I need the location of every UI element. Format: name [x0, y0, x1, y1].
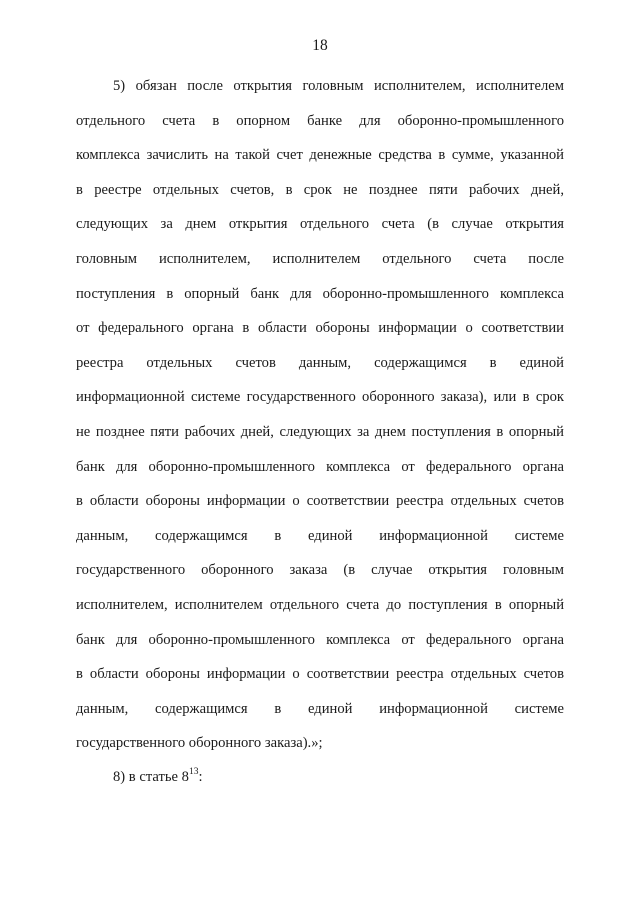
text-line: в реестре отдельных счетов, в срок не позднее пяти рабочих дней, [76, 181, 564, 198]
text-line: информационной системе государственного оборонного заказа), или в срок [76, 389, 564, 406]
item-8-text: 8) в статье 8 [113, 769, 189, 785]
text-line: комплекса зачислить на такой счет денежные средства в сумме, указанной [76, 147, 564, 164]
text-line: поступления в опорный банк для оборонно-промышленного комплекса [76, 285, 564, 302]
paragraph-item-5 [76, 69, 564, 761]
item-8-suffix: : [198, 769, 203, 785]
text-line: государственного оборонного заказа (в случае открытия головным [76, 562, 564, 579]
text-line: реестра отдельных счетов данным, содержащимся в единой [76, 354, 564, 371]
text-line: в области обороны информации о соответствии реестра отдельных счетов [76, 666, 564, 683]
page-number: 18 [312, 37, 328, 54]
text-line: исполнителем, исполнителем отдельного счета до поступления в опорный [76, 596, 564, 613]
text-line: государственного оборонного заказа).»; [76, 735, 323, 752]
text-line: отдельного счета в опорном банке для оборонно-промышленного [76, 112, 564, 129]
text-line: не позднее пяти рабочих дней, следующих за днем поступления в опорный [76, 423, 564, 440]
text-line: банк для оборонно-промышленного комплекса от федерального органа [76, 458, 564, 475]
text-line: в области обороны информации о соответствии реестра отдельных счетов [76, 493, 564, 510]
text-line: данным, содержащимся в единой информационной системе [76, 527, 564, 544]
text-line: 5) обязан после открытия головным исполнителем, исполнителем [113, 78, 564, 94]
text-line: следующих за днем открытия отдельного счета (в случае открытия [76, 216, 564, 233]
text-line: банк для оборонно-промышленного комплекса от федерального органа [76, 631, 564, 648]
text-line: от федерального органа в области обороны информации о соответствии [76, 320, 564, 337]
text-line: данным, содержащимся в единой информационной системе [76, 700, 564, 717]
paragraph-item-8 [113, 767, 203, 787]
article-number-superscript: 13 [188, 767, 199, 778]
text-line: головным исполнителем, исполнителем отдельного счета после [76, 250, 564, 267]
